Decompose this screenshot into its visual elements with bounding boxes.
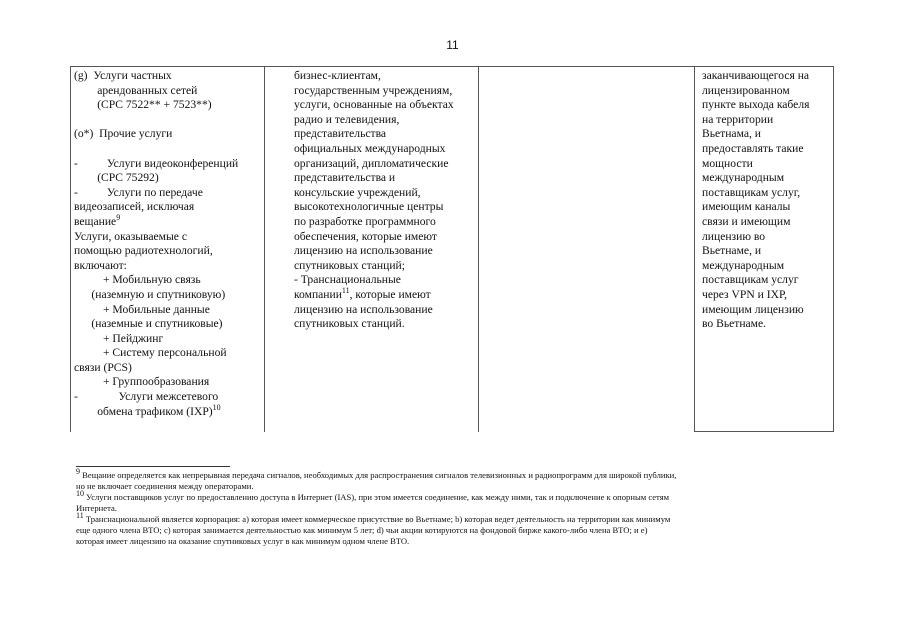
footnote-11-line: еще одного члена ВТО; c) которая занимается деятельностью как минимум 5 лет; d) чьи акции котируются на фондовой бирже какого-либо члена ВТО; и e) [76, 525, 648, 535]
footnote-11-text: Транснациональной является корпорация: a) которая имеет коммерческое присутствие во Вьетнаме; b) которая ведет деятельность на территории как минимум [85, 514, 671, 524]
sector-line: видеозаписей, исключая [74, 200, 195, 214]
sector-line-broadcast [74, 215, 260, 230]
commitment-line: поставщикам услуг, [702, 185, 801, 199]
sector-line: (наземную и спутниковую) [74, 287, 226, 301]
commitment-line: имеющим лицензию [702, 302, 804, 316]
broadcast-text: вещание [74, 214, 117, 228]
limitations-column [294, 69, 478, 332]
commitment-line: через VPN и IXP, [702, 287, 788, 301]
limitation-line: лицензию на использование [294, 302, 433, 316]
sector-line [74, 142, 260, 157]
additional-commitments-column [702, 69, 830, 332]
footnote-11-line: которая имеет лицензию на оказание спутниковых услуг в как минимум одном члене ВТО. [76, 536, 410, 546]
page-number: 11 [446, 38, 459, 52]
commitment-line: Вьетнаме, и [702, 244, 762, 258]
limitation-line: консульские учреждений, [294, 185, 421, 199]
limitation-line: - Транснациональные [294, 273, 401, 287]
limitation-line: услуги, основанные на объектах [294, 98, 454, 112]
limitation-line: спутниковых станций. [294, 317, 405, 331]
commitment-line: во Вьетнаме. [702, 317, 767, 331]
footnote-9-line [76, 467, 830, 481]
sector-line: (наземные и спутниковые) [74, 317, 223, 331]
limitation-line: лицензию на использование [294, 244, 433, 258]
sector-line: - Услуги по передаче [74, 185, 203, 199]
footnote-10-text: Услуги поставщиков услуг по предоставлению доступа в Интернет (IAS), при этом имеется соединение, как между ними, так и подключение к опорным сетям [86, 492, 670, 502]
sector-line: помощью радиотехнологий, [74, 244, 213, 258]
commitment-line: заканчивающегося на [702, 69, 810, 82]
commitment-line: поставщикам услуг [702, 273, 799, 287]
commitment-line: пункте выхода кабеля [702, 98, 810, 112]
limitation-line: организаций, дипломатические [294, 156, 449, 170]
limitation-line: представительства [294, 127, 387, 141]
ixp-text: обмена трафиком (IXP) [74, 404, 213, 418]
footnote-11-number: 11 [76, 511, 84, 521]
sector-column [74, 69, 260, 419]
limitation-line-companies [294, 288, 478, 303]
table-divider-3 [694, 67, 695, 432]
sector-line: - Услуги межсетевого [74, 390, 219, 404]
sector-line: арендованных сетей [74, 83, 198, 97]
sector-line: - Услуги видеоконференций [74, 156, 239, 170]
sector-line: + Мобильную связь [74, 273, 201, 287]
limitation-line: государственным учреждениям, [294, 83, 453, 97]
commitment-line: лицензированном [702, 83, 790, 97]
footnote-ref-11[interactable]: 11 [341, 286, 350, 296]
limitation-line: радио и телевидения, [294, 112, 400, 126]
schedule-table [70, 66, 834, 432]
limitation-line: по разработке программного [294, 214, 436, 228]
footnotes [76, 467, 830, 547]
commitment-line: международным [702, 258, 785, 272]
table-border-right [833, 67, 834, 432]
footnote-ref-9[interactable]: 9 [116, 213, 121, 223]
commitment-line: международным [702, 171, 785, 185]
commitment-line: имеющим каналы [702, 200, 791, 214]
limitation-line: высокотехнологичные центры [294, 200, 444, 214]
commitment-line: мощности [702, 156, 753, 170]
sector-line: (CPC 75292) [74, 171, 159, 185]
sector-line-ixp [74, 402, 260, 420]
table-border-left [70, 67, 71, 432]
commitment-line: связи и имеющим [702, 214, 791, 228]
limitation-line: бизнес-клиентам, [294, 69, 381, 82]
sector-line: + Систему персональной [74, 346, 227, 360]
sector-line: (g) Услуги частных [74, 69, 172, 82]
footnote-11-line [76, 511, 830, 525]
footnote-10-line [76, 489, 830, 503]
commitment-line: лицензию во [702, 229, 766, 243]
table-divider-1 [264, 67, 265, 432]
sector-line: Услуги, оказываемые с [74, 229, 187, 243]
sector-line: связи (PCS) [74, 360, 132, 374]
sector-line: + Мобильные данные [74, 302, 210, 316]
companies-tail: , которые имеют [349, 287, 431, 301]
sector-line: (CPC 7522** + 7523**) [74, 98, 212, 112]
sector-line: + Пейджинг [74, 331, 164, 345]
footnote-9-text: Вещание определяется как непрерывная передача сигналов, необходимых для распространения сигналов телевизионных и радиопрограмм для широкой публики, [82, 470, 677, 480]
footnote-9-number: 9 [76, 467, 80, 477]
table-divider-2 [478, 67, 479, 432]
limitation-line: представительства и [294, 171, 396, 185]
footnote-10-number: 10 [76, 489, 84, 499]
table-bottom-border [694, 431, 834, 432]
limitation-line: спутниковых станций; [294, 258, 405, 272]
companies-text: компании [294, 287, 342, 301]
commitment-line: предоставлять такие [702, 141, 804, 155]
sector-line: включают: [74, 258, 127, 272]
footnote-9-line: но не включает соединения между операторами. [76, 481, 254, 491]
commitment-line: на территории [702, 112, 774, 126]
commitment-line: Вьетнама, и [702, 127, 761, 141]
footnote-ref-10[interactable]: 10 [212, 402, 221, 412]
limitation-line: обеспечения, которые имеют [294, 229, 437, 243]
sector-line: (o*) Прочие услуги [74, 127, 173, 141]
sector-line [74, 113, 260, 128]
footnote-10-line: Интернета. [76, 503, 117, 513]
sector-line: + Группообразования [74, 375, 210, 389]
footnote-separator [76, 466, 230, 467]
limitation-line: официальных международных [294, 141, 446, 155]
